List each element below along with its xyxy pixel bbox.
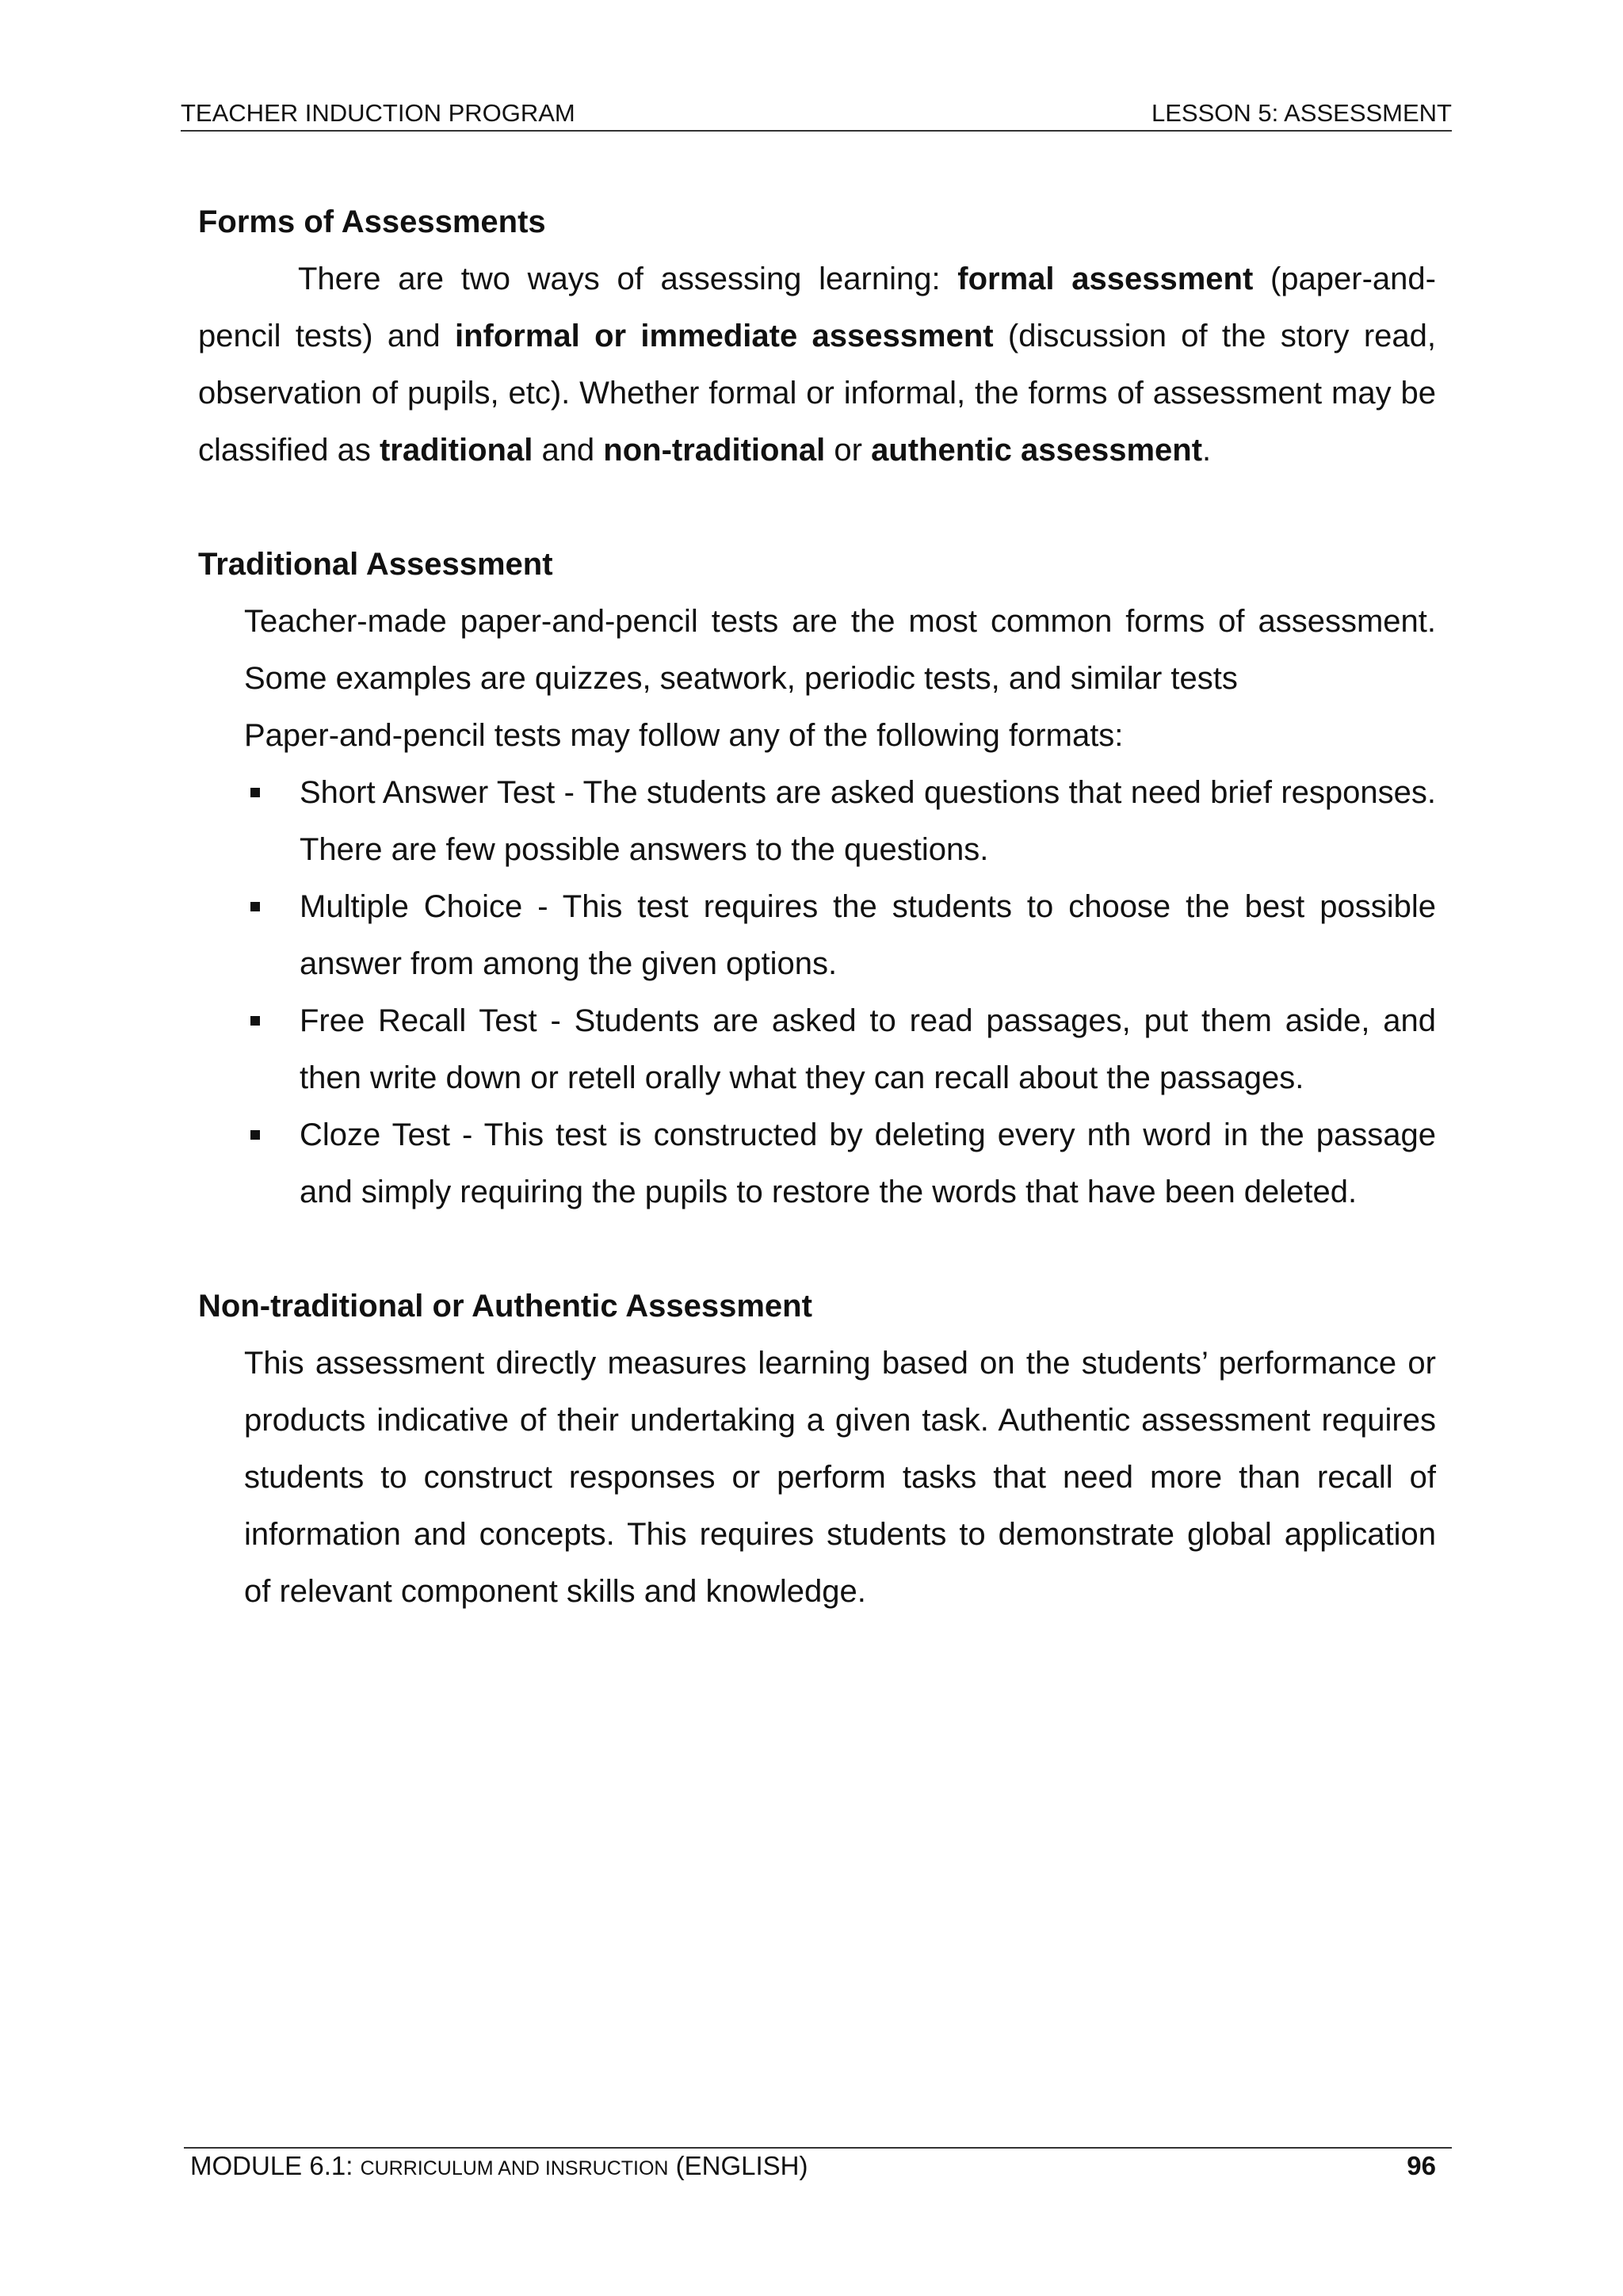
page-header [181,97,1452,132]
header-lesson-title: LESSON 5: ASSESSMENT [1151,99,1452,127]
list-item-text: Cloze Test - This test is constructed by deleting every nth word in the passage and simply requiring the pupils to restore the words that have been deleted. [300,1117,1436,1209]
header-program-title: TEACHER INDUCTION PROGRAM [181,99,575,127]
page-footer [184,2147,1452,2185]
square-bullet-icon [250,1130,260,1140]
square-bullet-icon [250,902,260,911]
page-content [198,193,1436,1620]
page-number: 96 [1407,2151,1436,2180]
text-run: and [533,433,604,468]
footer-subject: CURRICULUM AND INSRUCTION [360,2157,669,2179]
text-run: (paper-and-pencil tests) and [198,262,1436,353]
formats-intro: Paper-and-pencil tests may follow any of the following formats: [244,718,1124,753]
list-item-text: Multiple Choice - This test requires the students to choose the best possible answer from among the given options. [300,889,1436,981]
spacer [198,479,1436,536]
list-item [244,764,1436,878]
text-run: (discussion of the story read, observation of pupils, etc). Whether formal or informal, the forms of assessment may be classified as [198,319,1436,468]
section-heading-traditional: Traditional Assessment [198,547,553,582]
traditional-paragraph: Teacher-made paper-and-pencil tests are the most common forms of assessment. Some examples are quizzes, seatwork, periodic tests, and similar tests [244,604,1436,696]
square-bullet-icon [250,788,260,797]
list-item-text: Short Answer Test - The students are asked questions that need brief responses. There are few possible answers to the questions. [300,775,1436,867]
footer-language: (ENGLISH) [668,2151,808,2180]
bold-term-formal: formal assessment [957,262,1254,296]
square-bullet-icon [250,1016,260,1026]
bold-term-authentic: authentic assessment [871,433,1203,468]
format-list [198,764,1436,1221]
bold-term-non-traditional: non-traditional [603,433,826,468]
list-item [244,878,1436,992]
list-item-text: Free Recall Test - Students are asked to read passages, put them aside, and then write down or retell orally what they can recall about the passages. [300,1003,1436,1095]
bold-term-traditional: traditional [379,433,533,468]
section-heading-authentic: Non-traditional or Authentic Assessment [198,1289,812,1324]
list-item [244,1106,1436,1221]
authentic-paragraph: This assessment directly measures learning based on the students’ performance or products indicative of their undertaking a given task. Authentic assessment requires students to construct responses or perform tasks that need more than recall of information and concepts. This requires students to demonstrate global application of relevant component skills and knowledge. [244,1346,1436,1609]
bold-term-informal: informal or immediate assessment [454,319,994,353]
footer-module-label [190,2149,808,2186]
spacer [198,1221,1436,1278]
footer-module-number: MODULE 6.1: [190,2151,361,2180]
forms-paragraph [198,250,1436,479]
text-run: There are two ways of assessing learning: [298,262,958,296]
text-run: . [1202,433,1212,468]
section-heading-forms: Forms of Assessments [198,204,546,239]
list-item [244,992,1436,1106]
text-run: or [825,433,872,468]
